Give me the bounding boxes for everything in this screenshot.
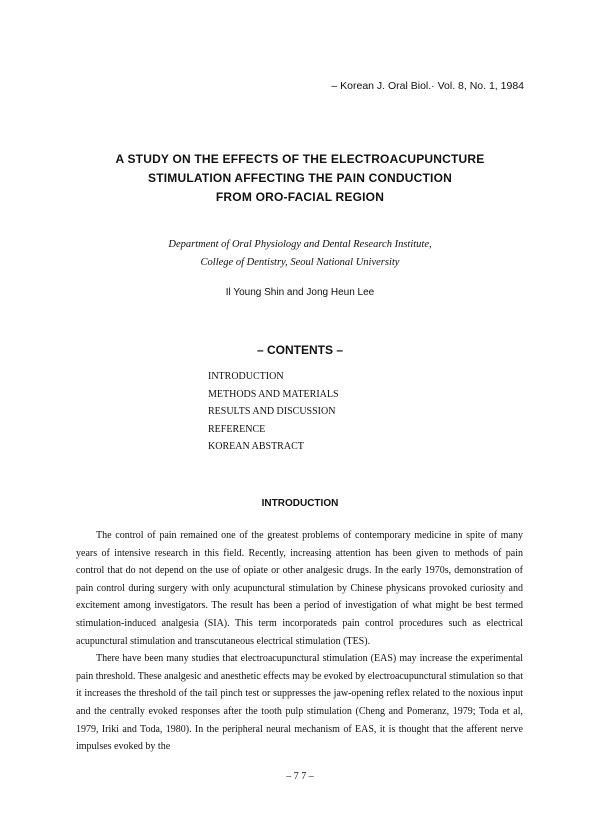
- article-title: [0, 150, 600, 207]
- contents-item: METHODS AND MATERIALS: [208, 388, 339, 400]
- page-number: – 7 7 –: [286, 771, 314, 782]
- introduction-body: [76, 527, 523, 756]
- title-line: FROM ORO-FACIAL REGION: [215, 190, 385, 204]
- contents-list: [208, 368, 339, 456]
- author-affiliation: [0, 236, 600, 272]
- title-line: STIMULATION AFFECTING THE PAIN CONDUCTION: [148, 171, 452, 185]
- journal-reference: – Korean J. Oral Biol.· Vol. 8, No. 1, 1984: [331, 80, 524, 92]
- contents-heading: – CONTENTS –: [256, 343, 343, 357]
- contents-item: KOREAN ABSTRACT: [208, 441, 304, 452]
- section-heading: INTRODUCTION: [261, 498, 339, 509]
- contents-item: REFERENCE: [208, 423, 266, 435]
- author-names: Il Young Shin and Jong Heun Lee: [225, 287, 375, 298]
- title-line: A STUDY ON THE EFFECTS OF THE ELECTROACUPUNCTURE: [115, 152, 485, 166]
- body-paragraph: There have been many studies that electroacupunctural stimulation (EAS) may increase the experimental pain threshold. These analgesic and anesthetic effects may be evoked by electroacupunctural stimulation so that it increases the threshold of the tail pinch test or suppresses the jaw-opening reflex related to the noxious input and the centrally evoked responses after the tooth pulp stimulation (Cheng and Pomeranz, 1979; Toda et al, 1979, Iriki and Toda, 1980). In the peripheral neural mechanism of EAS, it is thought that the afferent nerve impulses evoked by the: [76, 653, 523, 753]
- affiliation-line: College of Dentistry, Seoul National University: [200, 257, 400, 268]
- contents-item: RESULTS AND DISCUSSION: [208, 406, 336, 417]
- affiliation-line: Department of Oral Physiology and Dental Research Institute,: [168, 239, 432, 250]
- body-paragraph: The control of pain remained one of the greatest problems of contemporary medicine in spite of many years of intensive research in this field. Recently, increasing attention has been given to methods of pain control that do not depend on the use of opiate or other analgesic drugs. In the early 1970s, demonstration of pain control during surgery with only acupunctural stimulation by Chinese physicans provoked curiosity and excitement among investigators. The result has been a period of investigation of what might be best termed stimulation-induced analgesia (SIA). This term incorporateds pain control procedures such as electrical acupunctural stimulation and transcutaneous electrical stimulation (TES).: [76, 530, 523, 647]
- contents-item: INTRODUCTION: [208, 371, 284, 382]
